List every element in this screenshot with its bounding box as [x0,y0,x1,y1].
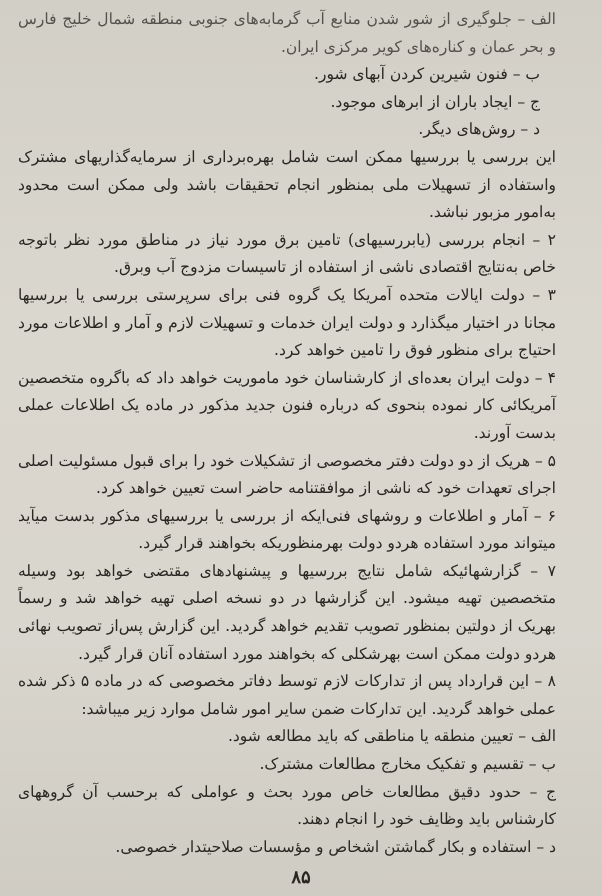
article-6: ۶ – آمار و اطلاعات و روشهای فنی‌ایکه از بررسی یا بررسیهای مذکور بدست میآید میتواند مورد استفاده هردو دولت بهرمنظوریکه بخواهند قرار گیرد. [18,506,556,553]
clause-jim-intro: ج – ایجاد باران از ابرهای موجود. [330,92,540,111]
list-item-be: ب – تقسیم و تفکیک مخارج مطالعات مشترک. [259,755,556,774]
page-number: ۸۵ [291,867,311,888]
clause-dal-intro: د – روش‌های دیگر. [418,120,540,139]
list-item-dal: د – استفاده و بکار گماشتن اشخاص و مؤسسات صلاحیتدار خصوصی. [115,837,556,856]
article-3: ۳ – دولت ایالات متحده آمریکا یک گروه فنی برای سرپرستی بررسی یا بررسیها مجانا در اختیار میگذارد و دولت ایران خدمات و تسهیلات لازم و آمار و اطلاعات مورد احتیاج برای منظور فوق را تامین خواهد کرد. [18,285,556,360]
article-7: ۷ – گزارشهائیکه شامل نتایج بررسیها و پیشنهادهای مقتضی خواهد بود وسیله متخصصین تهیه میشود. این گزارشها در دو نسخه اصلی تهیه خواهد شد و رسماً بهریک از دولتین بمنظور تصویب تقدیم خواهد گردید. این گزارش پس‌از تصویب نهائی هردو دولت ممکن است بهرشکلی که بخواهند مورد استفاده آنان قرار گیرد. [18,561,556,663]
article-8: ۸ – این قرارداد پس از تدارکات لازم توسط دفاتر مخصوصی که در ماده ۵ ذکر شده عملی خواهد گردید. این تدارکات ضمن سایر امور شامل موارد زیر میباشد: [18,672,556,718]
article-4: ۴ – دولت ایران بعده‌ای از کارشناسان خود ماموریت خواهد داد که باگروه متخصصین آمریکائی کار نموده بنحوی که درباره فنون جدید مذکور در ماده یک اطلاعات عملی بدست آورند. [18,368,556,442]
article-5: ۵ – هریک از دو دولت دفتر مخصوصی از تشکیلات خود را برای قبول مسئولیت اصلی اجرای تعهدات خود که ناشی از موافقتنامه حاضر است تعیین خواهد کرد. [18,451,556,498]
article-2: ۲ – انجام بررسی (یابررسیهای) تامین برق مورد نیاز در مناطق مورد نظر باتوجه خاص به‌نتایج اقتصادی ناشی از استفاده از تاسیسات مزدوج آب وبرق. [18,230,556,277]
list-item-jim: ج – حدود دقیق مطالعات خاص مورد بحث و عواملی که برحسب آن گروههای کارشناس باید وظایف خود را انجام دهند. [18,782,556,829]
clause-be-intro: ب – فنون شیرین کردن آبهای شور. [314,65,540,84]
page-body [18,6,584,861]
clause-alef-intro: الف – جلوگیری از شور شدن منابع آب گرمابه‌های جنوبی منطقه شمال خلیج فارس و بحر عمان و کناره‌های کویر مرکزی ایران. [18,10,556,56]
list-item-alef: الف – تعیین منطقه یا مناطقی که باید مطالعه شود. [227,727,556,746]
paragraph-scope: این بررسی یا بررسیها ممکن است شامل بهره‌برداری از سرمایه‌گذاریهای مشترک واستفاده از تسهیلات ملی بمنظور انجام تحقیقات باشد ولی ممکن است محدود به‌امور مزبور نباشد. [18,147,556,222]
